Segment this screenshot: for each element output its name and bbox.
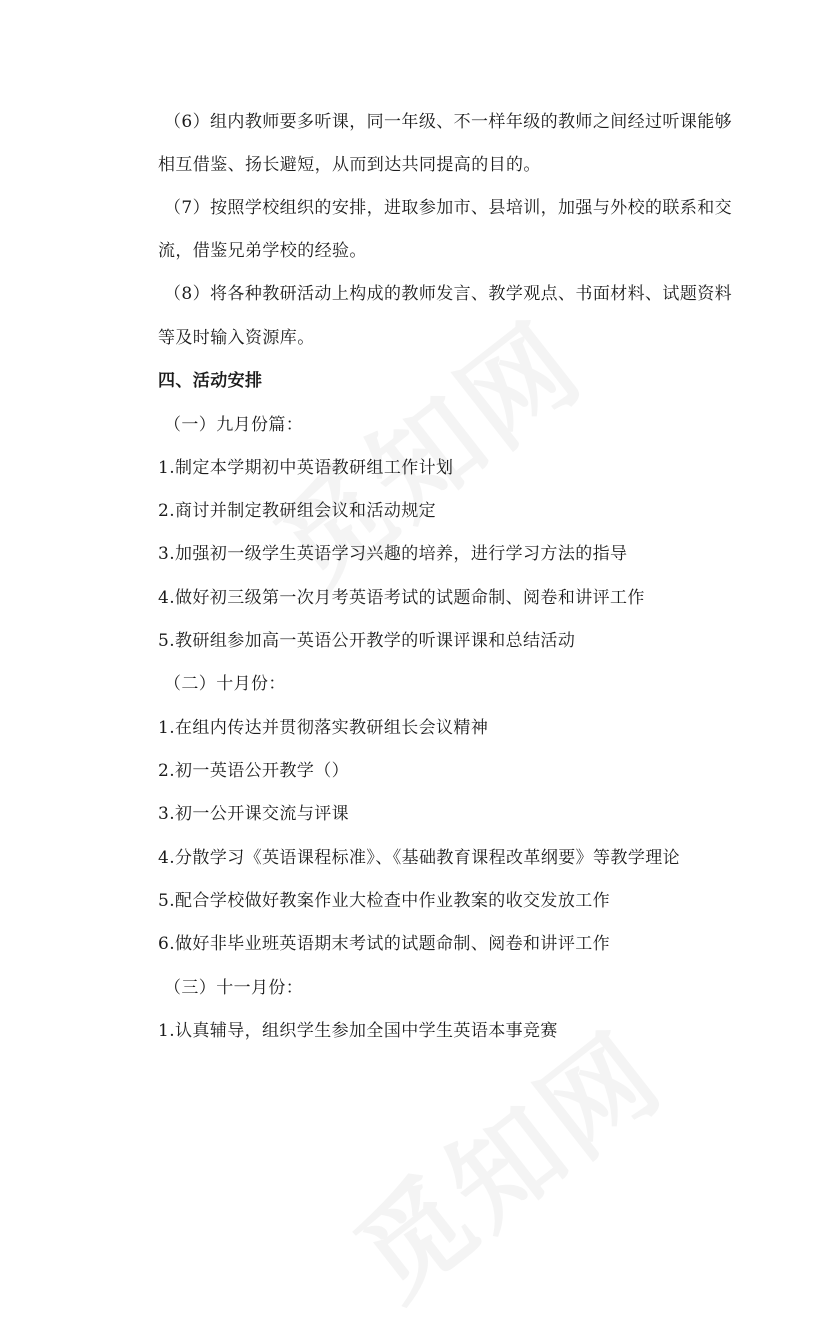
month-heading: （三）十一月份： bbox=[164, 978, 304, 998]
list-item: 2.商讨并制定教研组会议和活动规定 bbox=[158, 501, 437, 521]
month-heading: （一）九月份篇： bbox=[164, 415, 304, 435]
list-item: 1.认真辅导，组织学生参加全国中学生英语本事竞赛 bbox=[158, 1021, 558, 1041]
list-item: 3.加强初一级学生英语学习兴趣的培养，进行学习方法的指导 bbox=[158, 544, 628, 564]
list-item: 2.初一英语公开教学（） bbox=[158, 761, 350, 781]
section-heading: 四、活动安排 bbox=[158, 371, 263, 391]
list-item: 4.分散学习《英语课程标准》、《基础教育课程改革纲要》等教学理论 bbox=[158, 848, 681, 868]
list-item: 3.初一公开课交流与评课 bbox=[158, 804, 350, 824]
paragraph-line: 等及时输入资源库。 bbox=[158, 328, 315, 348]
paragraph-line: （7）按照学校组织的安排，进取参加市、县培训，加强与外校的联系和交 bbox=[164, 198, 733, 218]
paragraph-line: 流，借鉴兄弟学校的经验。 bbox=[158, 241, 367, 261]
list-item: 6.做好非毕业班英语期末考试的试题命制、阅卷和讲评工作 bbox=[158, 934, 611, 954]
paragraph-line: （6）组内教师要多听课，同一年级、不一样年级的教师之间经过听课能够 bbox=[164, 112, 733, 132]
list-item: 1.在组内传达并贯彻落实教研组长会议精神 bbox=[158, 718, 489, 738]
month-heading: （二）十月份： bbox=[164, 674, 286, 694]
list-item: 1.制定本学期初中英语教研组工作计划 bbox=[158, 458, 454, 478]
list-item: 5.配合学校做好教案作业大检查中作业教案的收交发放工作 bbox=[158, 891, 611, 911]
list-item: 5.教研组参加高一英语公开教学的听课评课和总结活动 bbox=[158, 631, 576, 651]
list-item: 4.做好初三级第一次月考英语考试的试题命制、阅卷和讲评工作 bbox=[158, 588, 645, 608]
paragraph-line: 相互借鉴、扬长避短，从而到达共同提高的目的。 bbox=[158, 155, 541, 175]
paragraph-line: （8）将各种教研活动上构成的教师发言、教学观点、书面材料、试题资料 bbox=[164, 284, 733, 304]
